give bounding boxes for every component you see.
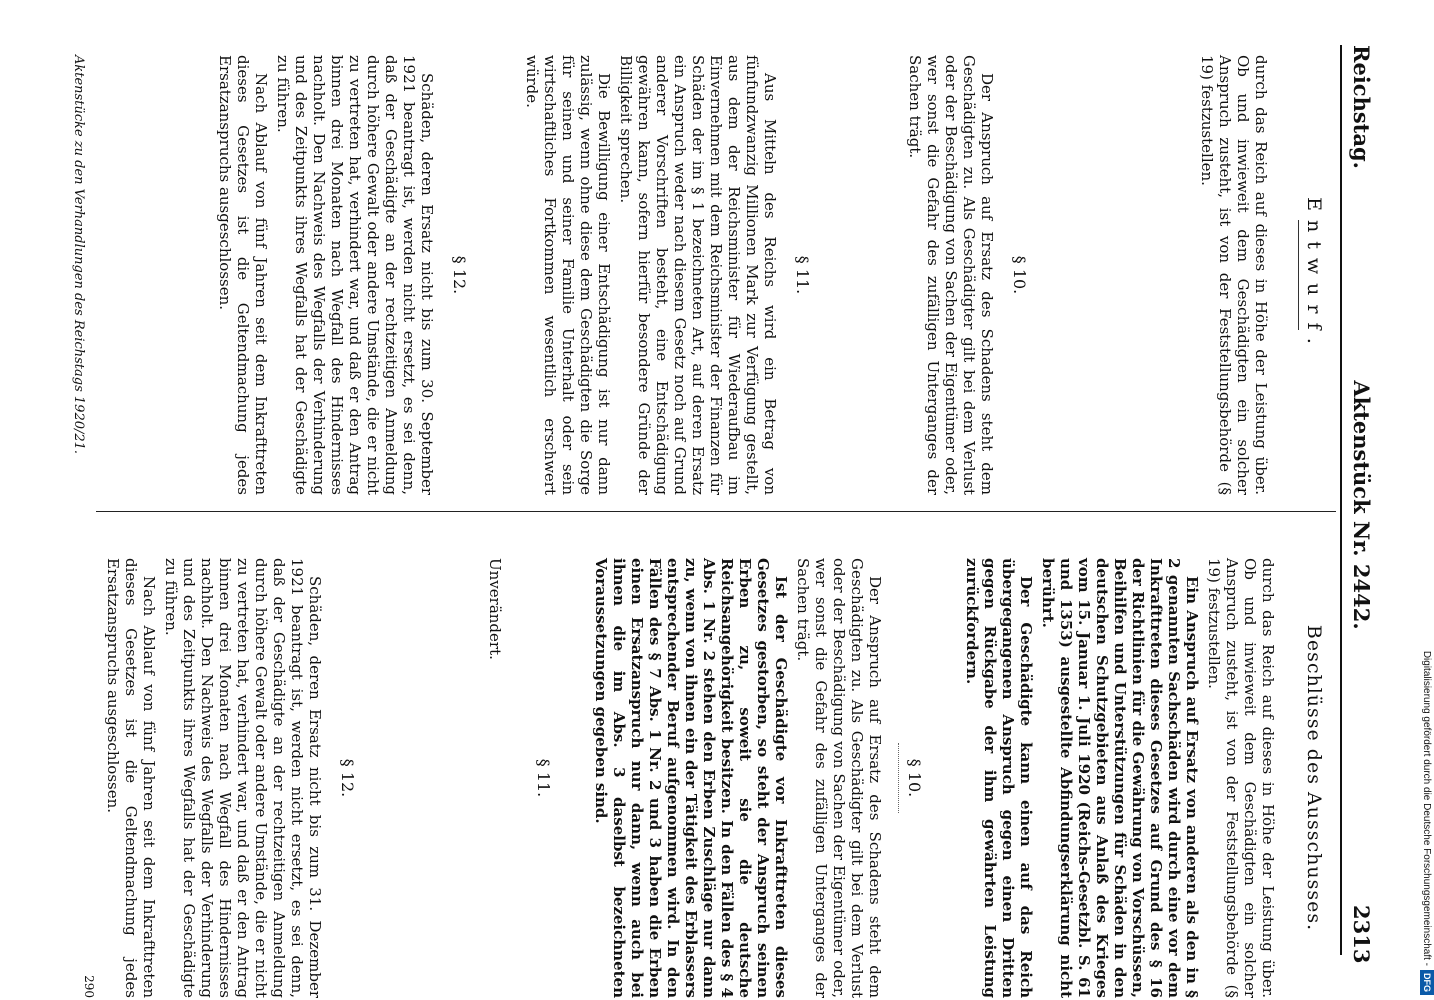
section-heading-10: § 10. <box>1010 255 1029 295</box>
title-rule <box>1298 220 1299 330</box>
paragraph: Schäden, deren Ersatz nicht bis zum 31. Dezember 1921 beantragt ist, werden nicht ersetzt, es sei denn, daß der Geschädigte an der rechtzeitigen Anmeldung durch höhere Gewalt oder andere Umstände, die er nicht zu vertreten hat, verhindert war, und daß er den Antrag binnen drei Monaten nach Wegfall des Hindernisses nachholt. Den Nachweis des Wegfalls der Verhinderung und des Zeitpunkts ihres Wegfalls hat der Geschädigte zu führen. <box>162 558 324 998</box>
section-heading-11: § 11. <box>534 758 553 798</box>
column-entwurf <box>212 55 1329 495</box>
section-heading-12: § 12. <box>450 255 469 295</box>
section-heading-11: § 11. <box>793 255 812 295</box>
section-heading-10: § 10. <box>905 758 924 798</box>
dfg-sidebar <box>1418 5 1434 995</box>
column-title-beschluesse: Beschlüsse des Ausschusses. <box>1303 624 1325 932</box>
paragraph-amendment: Der Geschädigte kann einen auf das Reich übergegangenen Anspruch gegen einen Dritten gegen Rückgabe der ihm gewährten Leistung zurückfordern. <box>963 558 1035 998</box>
paragraph: Der Anspruch auf Ersatz des Schadens steht dem Geschädigten zu. Als Geschädigter gilt bei dem Verlust oder der Beschädigung von Sachen der Eigentümer oder, wer sonst die Gefahr des zufälligen Unterganges der Sachen trägt. <box>794 558 884 998</box>
header-rule <box>1340 45 1342 955</box>
dfg-credit-text: Digitalisierung gefördert durch die Deutsche Forschungsgemeinschaft - <box>1421 650 1432 966</box>
small-page-number: 290 <box>82 975 96 998</box>
paragraph: Schäden, deren Ersatz nicht bis zum 30. September 1921 beantragt ist, werden nicht ersetzt, es sei denn, daß der Geschädigte an der rechtzeitigen Anmeldung durch höhere Gewalt oder andere Umstände, die er nicht zu vertreten hat, verhindert war, und daß er den Antrag binnen drei Monaten nach Wegfall des Hindernisses nachholt. Den Nachweis des Wegfalls der Verhinderung und des Zeitpunkts ihres Wegfalls hat der Geschädigte zu führen. <box>274 55 436 495</box>
paragraph: Nach Ablauf von fünf Jahren seit dem Inkrafttreten dieses Gesetzes ist die Geltendmachung jedes Ersatzanspruchs ausgeschlossen. <box>216 55 270 495</box>
paragraph: Die Bewilligung einer Entschädigung ist nur dann zulässig, wenn ohne diese dem Geschädigten die Sorge für seinen und seiner Familie Unterhalt oder sein wirtschaftliches Fortkommen wesentlich erschwert würde. <box>523 55 613 495</box>
header-aktenstueck: Aktenstück Nr. 2442. <box>1349 380 1374 630</box>
header-page-number: 2313 <box>1349 905 1374 964</box>
paragraph: Aus Mitteln des Reichs wird ein Betrag von fünfundzwanzig Millionen Mark zur Verfügung gestellt, aus dem der Reichsminister für Wiederaufbau im Einvernehmen mit dem Reichsminister der Finanzen für Schäden der im § 1 bezeichneten Art, auf deren Ersatz ein Anspruch weder nach diesem Gesetz noch auf Grund anderer Vorschriften besteht, eine Entschädigung gewähren kann, sofern hierfür besondere Gründe der Billigkeit sprechen. <box>617 55 779 495</box>
column-title-entwurf: Entwurf. <box>1303 197 1325 353</box>
paragraph-amendment: Ein Anspruch auf Ersatz von anderen als den in § 2 genannten Sachschäden wird durch eine vor dem Inkrafttreten dieses Gesetzes auf Grund des § 16 der Richtlinien für die Gewährung von Vorschüssen, Beihilfen und Unterstützungen für Schäden in den deutschen Schutzgebieten aus Anlaß des Krieges vom 15. Januar 1. Juli 1920 (Reichs-Gesetzbl. S. 61 und 1353) ausgestellte Abfindungserklärung nicht berührt. <box>1039 558 1201 998</box>
section-heading-12: § 12. <box>338 758 357 798</box>
column-divider <box>96 511 1336 512</box>
paragraph: Der Anspruch auf Ersatz des Schadens steht dem Geschädigten zu. Als Geschädigter gilt bei dem Verlust oder der Beschädigung von Sachen der Eigentümer oder, wer sonst die Gefahr des zufälligen Unterganges der Sachen trägt. <box>906 55 996 495</box>
paragraph: durch das Reich auf dieses in Höhe der Leistung über. Ob und inwieweit dem Geschädigten ein solcher Anspruch zusteht, ist von der Feststellungsbehörde (§ 19) festzustellen. <box>1205 558 1277 998</box>
column-beschluesse <box>80 558 1329 998</box>
paragraph: Nach Ablauf von fünf Jahren seit dem Inkrafttreten dieses Gesetzes ist die Geltendmachung jedes Ersatzanspruchs ausgeschlossen. <box>104 558 158 998</box>
dfg-logo: DFG <box>1420 970 1434 995</box>
section-rule <box>898 743 899 813</box>
paragraph-amendment: Ist der Geschädigte vor Inkrafttreten dieses Gesetzes gestorben, so steht der Anspruch seinen Erben zu, soweit sie die deutsche Reichsangehörigkeit besitzen. In den Fällen des § 4 Abs. 1 Nr. 2 stehen den Erben Zuschläge nur dann zu, wenn von ihnen ein der Tätigkeit des Erblassers entsprechender Beruf aufgenommen wird. In den Fällen des § 7 Abs. 1 Nr. 2 und 3 haben die Erben einen Ersatzanspruch nur dann, wenn auch bei ihnen die im Abs. 3 daselbst bezeichneten Voraussetzungen gegeben sind. <box>592 558 790 998</box>
footer-aktenstuecke: Aktenstücke zu den Verhandlungen des Reichstags 1920/21. <box>71 55 86 455</box>
paragraph-unveraendert: Unverändert. <box>486 558 504 660</box>
paragraph: durch das Reich auf dieses in Höhe der Leistung über. Ob und inwieweit dem Geschädigten ein solcher Anspruch zusteht, ist von der Feststellungsbehörde (§ 19) festzustellen. <box>1198 55 1270 495</box>
header-reichstag: Reichstag. <box>1349 45 1374 169</box>
